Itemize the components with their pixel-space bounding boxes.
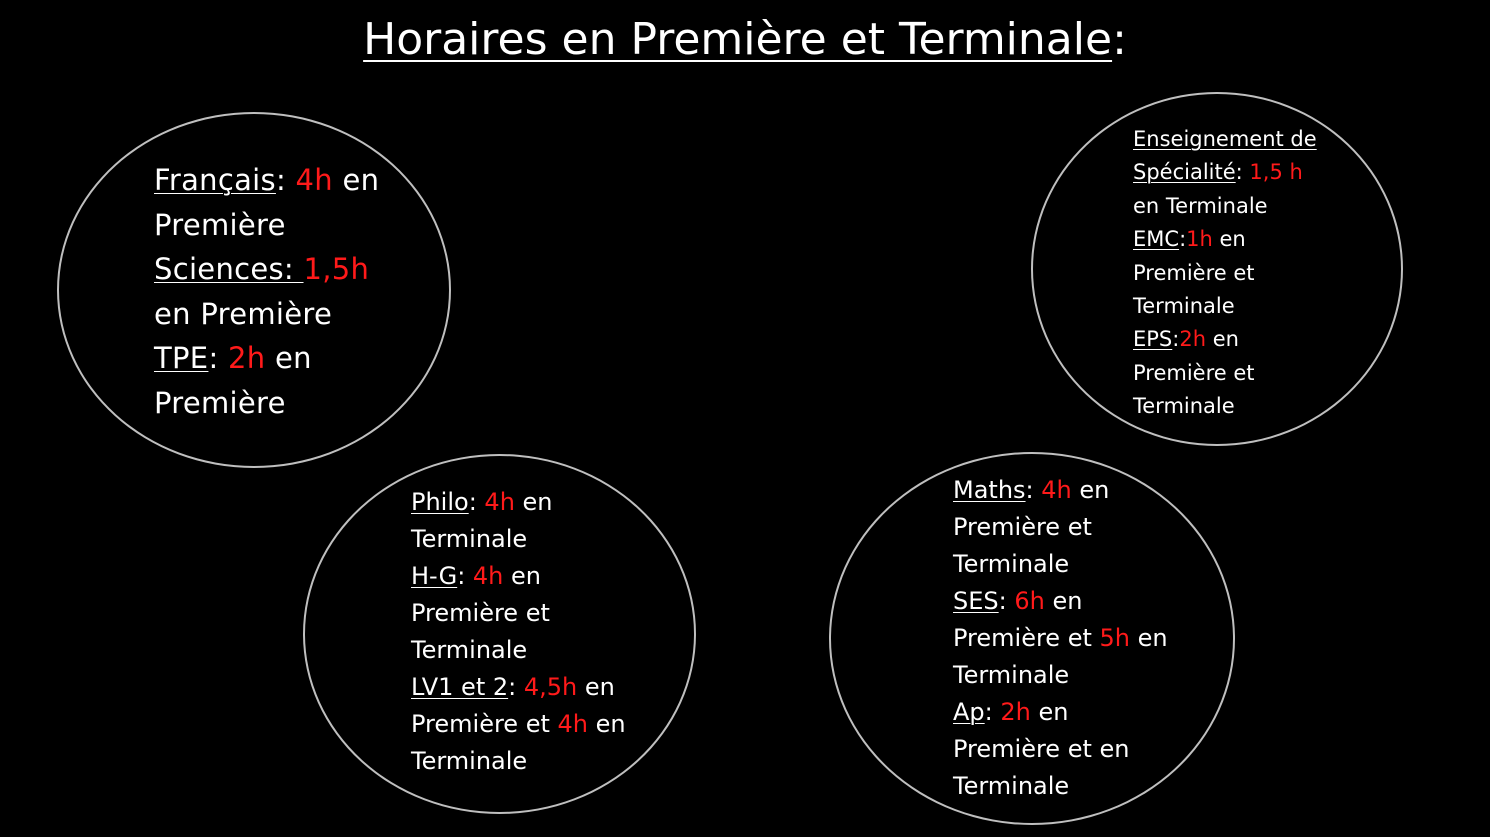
hg-sep: : [457, 562, 473, 590]
slide-title-text: Horaires en Première et Terminale [363, 14, 1113, 65]
ap-level-1: Première et en [953, 735, 1130, 763]
text-maths-ses-ap [953, 472, 1168, 805]
ap-sep: : [984, 698, 1001, 726]
lv-rest-1: en [577, 673, 615, 701]
maths-level-1: Première et [953, 513, 1092, 541]
eps-line [1133, 323, 1317, 356]
eps-sep: : [1172, 327, 1180, 352]
eps-label: EPS [1133, 327, 1173, 352]
tpe-label: TPE [154, 341, 209, 375]
tpe-line [154, 336, 379, 381]
sciences-line [154, 247, 379, 292]
maths-rest: en [1071, 476, 1110, 504]
spec-level: en Terminale [1133, 193, 1268, 218]
philo-rest: en [514, 488, 553, 516]
lv-hours-2: 4h [557, 710, 588, 738]
maths-label: Maths [953, 476, 1026, 504]
text-speciality-emc-eps [1133, 123, 1317, 424]
philo-hours: 4h [484, 488, 515, 516]
ap-line [953, 694, 1168, 731]
ses-sep: : [998, 587, 1015, 615]
maths-line [953, 472, 1168, 509]
philo-line [411, 484, 626, 521]
philo-sep: : [468, 488, 485, 516]
ses-hours-1: 6h [1014, 587, 1045, 615]
text-philo-hg-lv [411, 484, 626, 780]
francais-line [154, 158, 379, 203]
eps-hours: 2h [1179, 327, 1207, 352]
spec-label-2: Spécialité [1133, 160, 1236, 185]
emc-label: EMC [1133, 227, 1180, 252]
maths-level-2: Terminale [953, 550, 1070, 578]
spec-hours: 1,5 h [1249, 160, 1303, 185]
tpe-sep: : [208, 341, 229, 375]
ses-level-2: Terminale [953, 661, 1070, 689]
francais-sep: : [275, 163, 296, 197]
lv-level-1: Première et [411, 710, 558, 738]
tpe-rest: en [265, 341, 312, 375]
francais-hours: 4h [295, 163, 333, 197]
philo-level: Terminale [411, 525, 528, 553]
ses-line-2 [953, 620, 1168, 657]
text-premiere-subjects [154, 158, 379, 425]
lv-level-2: Terminale [411, 747, 528, 775]
hg-level-1: Première et [411, 599, 550, 627]
lv-hours-1: 4,5h [523, 673, 578, 701]
spec-label-1: Enseignement de [1133, 127, 1317, 151]
lv-rest-2: en [588, 710, 626, 738]
ap-hours: 2h [1000, 698, 1031, 726]
sciences-hours: 1,5h [303, 252, 370, 286]
spec-sep: : [1235, 160, 1250, 185]
hg-line [411, 558, 626, 595]
ap-label: Ap [953, 698, 985, 726]
eps-level-2: Terminale [1133, 394, 1235, 419]
hg-level-2: Terminale [411, 636, 528, 664]
ap-level-2: Terminale [953, 772, 1070, 800]
slide-title [0, 12, 1490, 68]
ap-rest: en [1030, 698, 1069, 726]
maths-hours: 4h [1041, 476, 1072, 504]
ses-rest-2: en [1130, 624, 1168, 652]
ses-level-1: Première et [953, 624, 1100, 652]
emc-level-2: Terminale [1133, 294, 1235, 319]
sciences-label: Sciences: [154, 252, 304, 286]
sciences-level: en Première [154, 296, 333, 331]
hg-hours: 4h [472, 562, 504, 590]
emc-level-1: Première et [1133, 260, 1255, 285]
slide-title-colon: : [1112, 14, 1127, 65]
lv-label: LV1 et 2 [411, 673, 509, 701]
eps-level-1: Première et [1133, 360, 1255, 385]
lv-sep: : [508, 673, 524, 701]
ses-label: SES [953, 587, 999, 615]
ses-line [953, 583, 1168, 620]
hg-rest: en [503, 562, 541, 590]
philo-label: Philo [411, 488, 469, 516]
ses-hours-2: 5h [1099, 624, 1130, 652]
lv-line-2 [411, 706, 626, 743]
emc-rest: en [1212, 227, 1246, 252]
francais-rest: en [332, 163, 380, 197]
francais-label: Français [154, 163, 276, 197]
eps-rest: en [1206, 327, 1239, 352]
tpe-hours: 2h [228, 341, 266, 375]
emc-hours: 1h [1186, 227, 1213, 252]
spec-line [1133, 156, 1317, 189]
emc-sep: : [1179, 227, 1187, 252]
ses-rest-1: en [1044, 587, 1083, 615]
hg-label: H-G [411, 562, 458, 590]
tpe-level: Première [154, 385, 286, 420]
maths-sep: : [1025, 476, 1042, 504]
lv-line [411, 669, 626, 706]
emc-line [1133, 223, 1317, 256]
francais-level: Première [154, 207, 286, 242]
